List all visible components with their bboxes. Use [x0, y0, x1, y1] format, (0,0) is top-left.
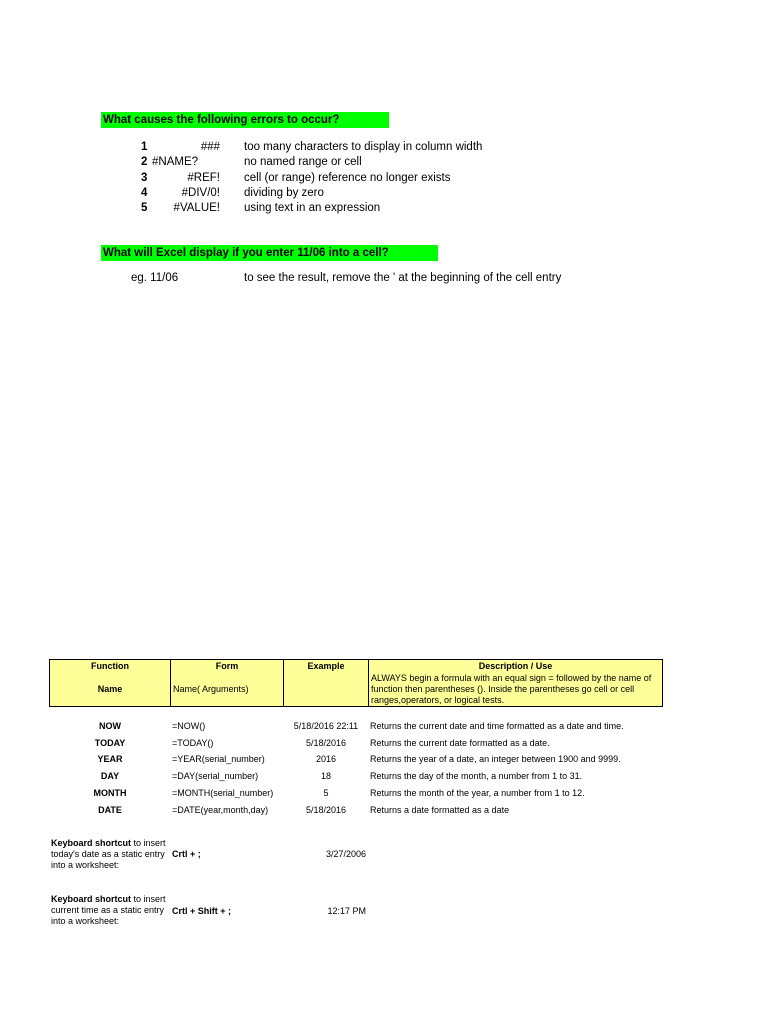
header-form-cell	[171, 660, 284, 706]
error-description: too many characters to display in column width	[244, 141, 483, 153]
header-example: Example	[307, 661, 345, 671]
function-description: Returns a date formatted as a date	[370, 805, 510, 815]
shortcut-keys: Crtl + ;	[172, 849, 201, 859]
shortcut-description	[51, 894, 171, 927]
function-name: NOW	[99, 721, 121, 731]
function-example: 5/18/2016	[305, 805, 347, 815]
function-description: Returns the day of the month, a number from 1 to 31.	[370, 771, 583, 781]
shortcut-text: to insert	[131, 894, 166, 904]
display-note: to see the result, remove the ' at the beginning of the cell entry	[244, 272, 562, 284]
function-description: Returns the year of a date, an integer between 1900 and 9999.	[370, 754, 621, 764]
error-description: no named range or cell	[244, 156, 362, 168]
header-form-syntax: Name( Arguments)	[173, 684, 249, 694]
shortcut-text: into a worksheet:	[51, 916, 120, 926]
shortcut-value: 3/27/2006	[325, 849, 366, 859]
function-example: 18	[320, 771, 331, 781]
error-code: #VALUE!	[173, 202, 220, 214]
error-code: ###	[200, 141, 220, 153]
function-example: 2016	[315, 754, 337, 764]
display-example: eg. 11/06	[131, 272, 179, 284]
function-name: MONTH	[93, 788, 127, 798]
shortcut-text: today's date as a static entry	[51, 849, 165, 859]
shortcut-keys: Crtl + Shift + ;	[172, 906, 232, 916]
error-number: 3	[141, 172, 148, 184]
header-description: Description / Use	[478, 661, 553, 671]
function-name: DATE	[98, 805, 122, 815]
header-form: Form	[215, 661, 239, 671]
function-example: 5	[323, 788, 329, 798]
error-description: using text in an expression	[244, 202, 381, 214]
function-form: =DATE(year,month,day)	[172, 805, 269, 815]
header-description-cell	[369, 660, 662, 706]
error-code: #NAME?	[152, 156, 199, 168]
shortcut-text: into a worksheet:	[51, 860, 120, 870]
shortcut-text: to insert	[131, 838, 166, 848]
function-form: =YEAR(serial_number)	[172, 754, 265, 764]
function-description: Returns the current date formatted as a date.	[370, 738, 550, 748]
error-number: 2	[141, 156, 148, 168]
error-code: #DIV/0!	[181, 187, 220, 199]
function-form: =TODAY()	[172, 738, 214, 748]
header-function: Function	[91, 661, 129, 671]
errors-heading: What causes the following errors to occur?	[101, 112, 389, 128]
error-number: 5	[141, 202, 148, 214]
function-form: =MONTH(serial_number)	[172, 788, 274, 798]
function-description: Returns the current date and time formatted as a date and time.	[370, 721, 624, 731]
function-name: YEAR	[97, 754, 123, 764]
function-name: TODAY	[94, 738, 126, 748]
error-description: dividing by zero	[244, 187, 324, 199]
shortcut-value: 12:17 PM	[327, 906, 366, 916]
function-form: =DAY(serial_number)	[172, 771, 259, 781]
error-description: cell (or range) reference no longer exists	[244, 172, 451, 184]
function-name: DAY	[100, 771, 120, 781]
function-example: 5/18/2016 22:11	[293, 721, 359, 731]
header-example-cell	[284, 660, 369, 706]
error-number: 1	[141, 141, 148, 153]
display-heading: What will Excel display if you enter 11/06 into a cell?	[101, 245, 438, 261]
shortcut-label: Keyboard shortcut	[51, 838, 132, 848]
shortcut-label: Keyboard shortcut	[51, 894, 132, 904]
shortcut-description	[51, 838, 171, 871]
shortcut-text: current time as a static entry	[51, 905, 165, 915]
error-number: 4	[141, 187, 148, 199]
header-description-text: ALWAYS begin a formula with an equal sign = followed by the name of function then parentheses (). Inside the parentheses go cell or cell ranges,operators, or logical tests.	[371, 673, 652, 705]
function-table-header	[49, 659, 663, 707]
header-function-name: Name	[97, 684, 123, 694]
function-description: Returns the month of the year, a number from 1 to 12.	[370, 788, 585, 798]
error-code: #REF!	[187, 172, 220, 184]
function-form: =NOW()	[172, 721, 206, 731]
function-example: 5/18/2016	[305, 738, 347, 748]
header-function-cell	[50, 660, 171, 706]
